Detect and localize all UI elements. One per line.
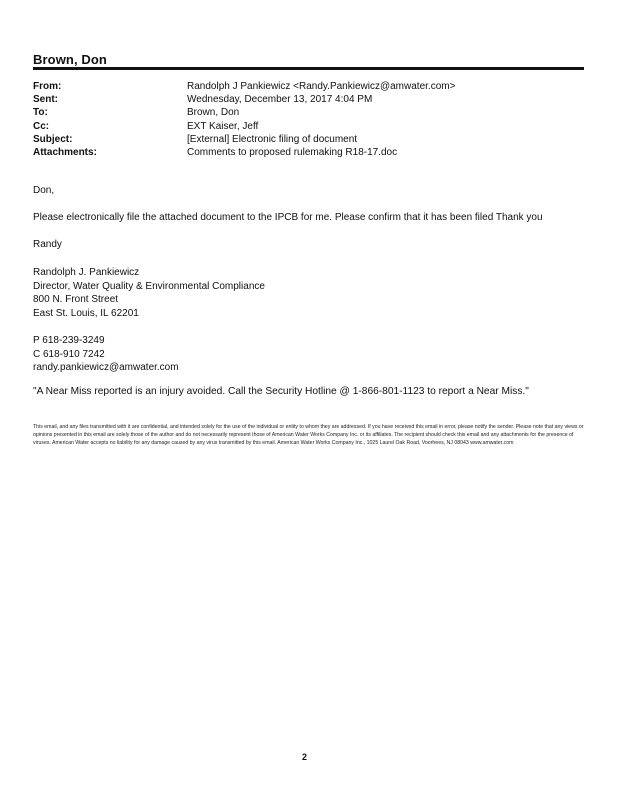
sent-label: Sent: [33, 94, 58, 106]
from-label: From: [33, 81, 62, 92]
closing: Randy [33, 239, 62, 250]
cc-value: EXT Kaiser, Jeff [187, 120, 259, 132]
cc-row [33, 120, 593, 133]
to-row [33, 106, 593, 119]
sent-row [33, 93, 593, 106]
header-divider [33, 67, 584, 70]
contact-block [33, 334, 179, 375]
signature-name: Randolph J. Pankiewicz [33, 267, 140, 278]
safety-message: "A Near Miss reported is an injury avoided. Call the Security Hotline @ 1-866-801-1123 to report a Near Miss." [33, 386, 529, 397]
attachments-row [33, 146, 593, 159]
subject-label: Subject: [33, 133, 73, 145]
sent-value: Wednesday, December 13, 2017 4:04 PM [187, 94, 373, 106]
attachments-label: Attachments: [33, 146, 97, 158]
to-value: Brown, Don [187, 107, 240, 119]
mailbox-owner-name: Brown, Don [33, 52, 107, 67]
signature-city: East St. Louis, IL 62201 [33, 307, 139, 319]
signature-title: Director, Water Quality & Environmental Compliance [33, 280, 265, 292]
message-body: Please electronically file the attached document to the IPCB for me. Please confirm that it has been filed Thank you [33, 212, 543, 223]
confidentiality-disclaimer: This email, and any files transmitted with it are confidential, and intended solely for the use of the individual or entity to whom they are addressed. If you have received this email in error, please notify the sender. Please note that any views or opinions presented in this email are solely those of the author and do not necessarily represent those of American Water Works Company Inc. or its affiliates. The recipient should check this email and any attachments for the presence of viruses. American Water accepts no liability for any damage caused by any virus transmitted by this email. American Water Works Company Inc., 1025 Laurel Oak Road, Voorhees, NJ 08043 www.amwater.com [33, 424, 584, 447]
page-number: 2 [302, 752, 308, 762]
cell-number: C 618-910 7242 [33, 348, 105, 360]
subject-row [33, 133, 593, 146]
cc-label: Cc: [33, 120, 50, 132]
greeting: Don, [33, 185, 55, 196]
subject-value: [External] Electronic filing of document [187, 133, 358, 145]
email-address: randy.pankiewicz@amwater.com [33, 362, 179, 373]
to-label: To: [33, 107, 48, 119]
signature-block [33, 266, 265, 320]
from-row [33, 80, 593, 93]
phone-number: P 618-239-3249 [33, 335, 105, 346]
signature-street: 800 N. Front Street [33, 294, 119, 305]
email-header-fields [33, 80, 593, 159]
from-value: Randolph J Pankiewicz <Randy.Pankiewicz@amwater.com> [187, 81, 456, 92]
attachments-value: Comments to proposed rulemaking R18-17.doc [187, 146, 398, 158]
